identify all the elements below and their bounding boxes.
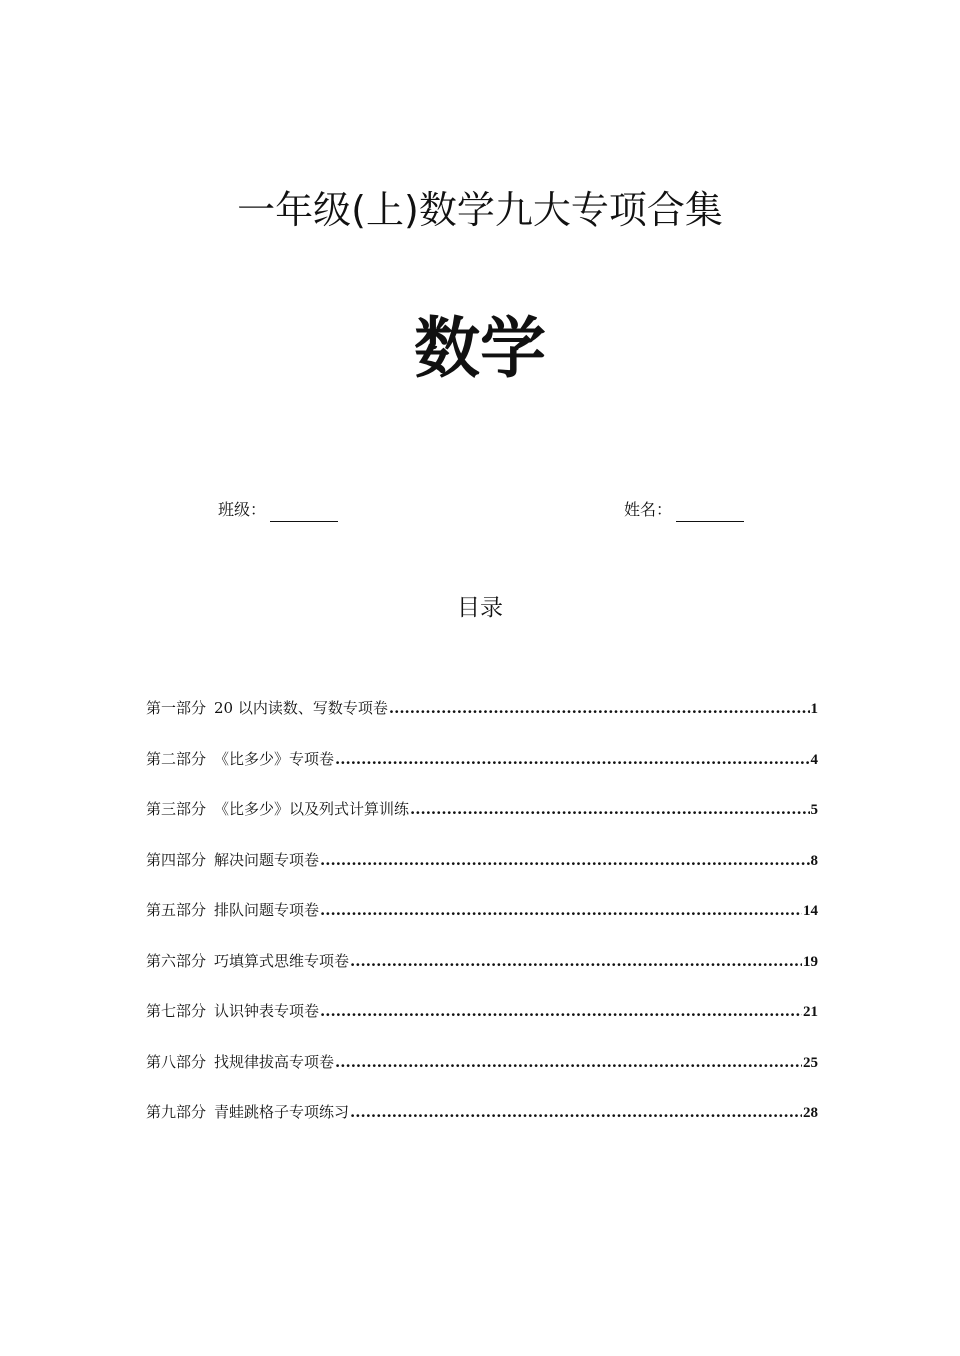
toc-item	[146, 747, 818, 798]
toc-part: 第八部分	[146, 1052, 207, 1071]
toc-leader-dots	[335, 747, 809, 771]
toc-title: 解决问题专项卷	[214, 850, 320, 869]
name-blank-line	[676, 505, 744, 522]
class-blank-line	[270, 505, 338, 522]
subject-heading: 数学	[414, 309, 546, 387]
toc-leader-dots	[320, 848, 809, 872]
toc-leader-dots	[410, 797, 809, 821]
document-title: 一年级(上)数学九大专项合集	[237, 188, 723, 232]
toc-title: 找规律拔高专项卷	[214, 1052, 335, 1071]
toc-heading: 目录	[457, 595, 503, 621]
toc-leader-dots	[350, 1100, 802, 1124]
toc-item	[146, 696, 818, 747]
toc-title: 巧填算式思维专项卷	[214, 951, 350, 970]
toc-title: 20 以内读数、写数专项卷	[214, 699, 388, 717]
toc-item	[146, 949, 818, 1000]
name-label: 姓名：	[624, 500, 673, 519]
toc-part: 第九部分	[146, 1103, 207, 1121]
toc-leader-dots	[320, 898, 802, 922]
toc-leader-dots	[350, 949, 802, 973]
toc-leader-dots	[335, 1050, 802, 1074]
class-field	[218, 498, 338, 522]
toc-title: 排队问题专项卷	[214, 901, 320, 919]
toc-leader-dots	[320, 999, 802, 1023]
toc-part: 第一部分	[146, 699, 207, 717]
toc-part: 第五部分	[146, 901, 207, 919]
toc-part: 第六部分	[146, 951, 207, 970]
class-label: 班级：	[218, 500, 267, 519]
toc-part: 第四部分	[146, 850, 207, 869]
toc-item	[146, 848, 818, 899]
toc-item	[146, 1050, 818, 1101]
toc-title: 《比多少》以及列式计算训练	[214, 800, 410, 818]
toc-title: 《比多少》专项卷	[214, 749, 335, 768]
toc-part: 第二部分	[146, 749, 207, 768]
toc-page: 14	[803, 903, 818, 919]
toc-item	[146, 1100, 818, 1151]
toc-page: 28	[803, 1105, 818, 1121]
toc-page: 25	[803, 1054, 818, 1071]
toc-page: 1	[810, 701, 818, 717]
toc-title: 认识钟表专项卷	[214, 1002, 320, 1020]
toc-item	[146, 898, 818, 949]
toc-item	[146, 999, 818, 1050]
toc-part: 第三部分	[146, 800, 207, 818]
name-field	[624, 498, 744, 522]
toc-leader-dots	[389, 696, 810, 720]
toc-part: 第七部分	[146, 1002, 207, 1020]
toc-page: 8	[810, 852, 818, 869]
toc-page: 19	[803, 953, 818, 970]
toc-title: 青蛙跳格子专项练习	[214, 1103, 350, 1121]
toc-page: 4	[810, 751, 818, 768]
toc-item	[146, 797, 818, 848]
toc-page: 5	[810, 802, 818, 818]
toc-page: 21	[803, 1004, 818, 1020]
table-of-contents	[146, 696, 818, 1151]
